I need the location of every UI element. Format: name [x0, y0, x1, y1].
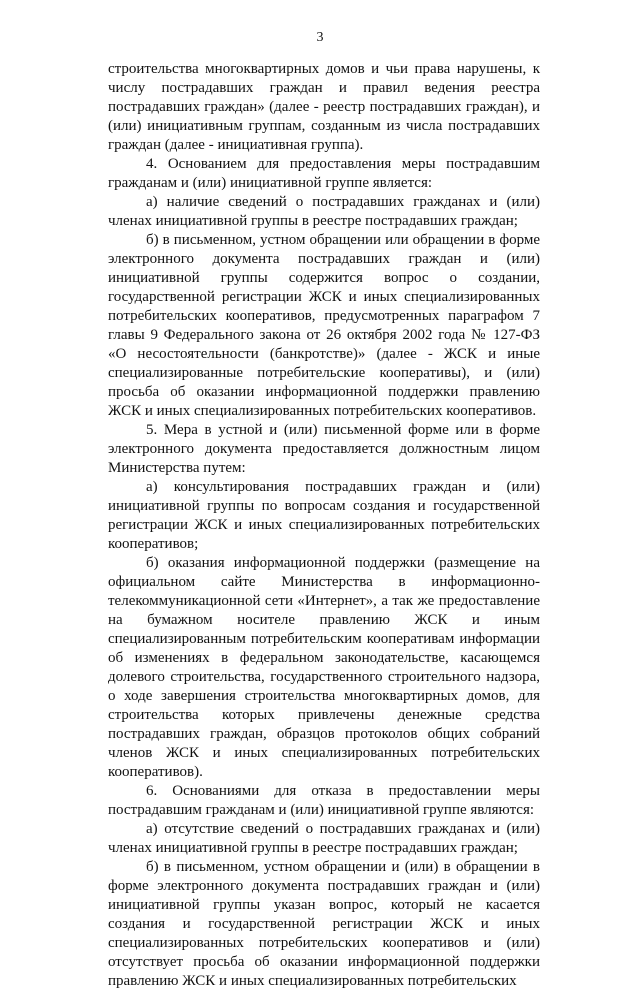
page-number: 3	[316, 30, 324, 45]
paragraph-item-4: 4. Основанием для предоставления меры пострадавшим гражданам и (или) инициативной группе является:	[108, 156, 540, 191]
paragraph-continuation: строительства многоквартирных домов и чьи права нарушены, к числу пострадавших граждан и правил ведения реестра пострадавших граждан» (далее - реестр пострадавших граждан), и (или) инициативным группам, созданным из числа пострадавших граждан (далее - инициативная группа).	[108, 61, 540, 153]
paragraph-item-5b: б) оказания информационной поддержки (размещение на официальном сайте Министерства в информационно-телекоммуникационной сети «Интернет», а так же предоставление на бумажном носителе правлению ЖСК и иным специализированным потребительским кооперативам информации об изменениях в федеральном законодательстве, касающемся долевого строительства, государственного строительного надзора, о ходе завершения строительства многоквартирных домов, для строительства которых привлечены денежные средства пострадавших граждан, образцов протоколов общих собраний членов ЖСК и иных специализированных потребительских кооперативов).	[108, 555, 540, 780]
paragraph-item-6b: б) в письменном, устном обращении и (или) в обращении в форме электронного документа пострадавших граждан и (или) инициативной группы указан вопрос, который не касается создания и государственной регистрации ЖСК и иных специализированных потребительских кооперативов и (или) отсутствует просьба об оказании информационной поддержки правлению ЖСК и иных специализированных потребительских	[108, 859, 540, 989]
paragraph-item-6a: а) отсутствие сведений о пострадавших гражданах и (или) членах инициативной группы в реестре пострадавших граждан;	[108, 821, 540, 856]
document-body	[108, 60, 540, 991]
paragraph-item-4b: б) в письменном, устном обращении или обращении в форме электронного документа пострадавших граждан и (или) инициативной группы содержится вопрос о создании, государственной регистрации ЖСК и иных специализированных потребительских кооперативов, предусмотренных параграфом 7 главы 9 Федерального закона от 26 октября 2002 года № 127-ФЗ «О несостоятельности (банкротстве)» (далее - ЖСК и иные специализированные потребительские кооперативы), и (или) просьба об оказании информационной поддержки правлению ЖСК и иных специализированных потребительских кооперативов.	[108, 232, 540, 419]
paragraph-item-5: 5. Мера в устной и (или) письменной форме или в форме электронного документа предоставляется должностным лицом Министерства путем:	[108, 422, 540, 476]
paragraph-item-5a: а) консультирования пострадавших граждан и (или) инициативной группы по вопросам создания и государственной регистрации ЖСК и иных специализированных потребительских кооперативов;	[108, 479, 540, 552]
paragraph-item-4a: а) наличие сведений о пострадавших гражданах и (или) членах инициативной группы в реестре пострадавших граждан;	[108, 194, 540, 229]
paragraph-item-6: 6. Основаниями для отказа в предоставлении меры пострадавшим гражданам и (или) инициативной группе являются:	[108, 783, 540, 818]
